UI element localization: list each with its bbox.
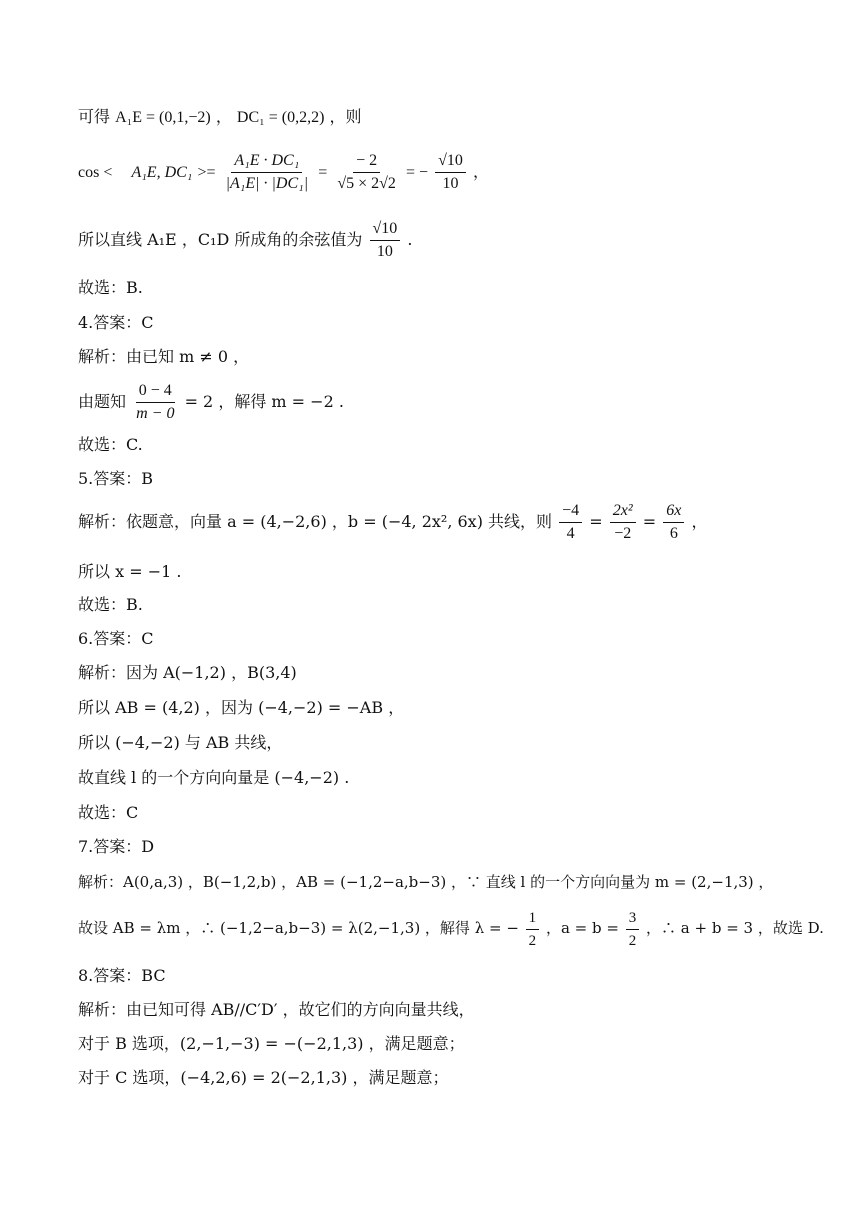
cos-formula-line: cos < A₁E, DC₁ >= $\frac{\text{A₁E · DC₁}}{\text{|A₁E| · |DC₁|}}$ = $\frac{- 2}{√5 \times 2√2}$ = − $\frac{√10}{10}$ ，: [78, 150, 489, 195]
cos-value-fraction: $\frac{- 2}{√5 \times 2√2}$: [337, 152, 396, 192]
q8-answer: 8.答案：BC: [78, 966, 166, 985]
q4-answer: 4.答案：C: [78, 313, 154, 332]
q7-answer: 7.答案：D: [78, 837, 155, 856]
vector-a1e-expr: A₁E = (0,1,−2): [115, 109, 211, 126]
cos-eq3: = −: [406, 164, 429, 181]
q4-choice: 故选：C.: [78, 435, 143, 454]
line-1: [78, 106, 362, 129]
cos-vectors: A₁E, DC₁: [131, 164, 193, 181]
cos-eq1: >=: [197, 164, 216, 181]
q4-analysis-1: 解析：由已知 m ≠ 0 ，: [78, 347, 250, 366]
q7-analysis-2: 故设 AB = λm ，∴ (−1,2−a,b−3) = λ(2,−1,3) ，解得 λ = − $\frac{1}{2}$ ，a = b = $\frac{3}{2}$ ，∴ a + b = 3 ，故选 D.: [78, 906, 824, 952]
text-ze: ，则: [329, 107, 362, 126]
cos-fraction-numerator: A₁E · DC₁: [231, 150, 302, 173]
cos-fraction-denominator: |A₁E| · |DC₁|: [225, 175, 309, 192]
q4-slope-fraction: $\frac{0 - 4}{m - 0}$: [136, 382, 175, 422]
q3-choice: 故选：B.: [78, 278, 143, 297]
cos-eq2: =: [318, 164, 328, 181]
q8-analysis-1: 解析：由已知可得 AB//C′D′ ，故它们的方向向量共线，: [78, 1000, 475, 1019]
q5-fraction-2: $\frac{\text{2x²}}{-2}$: [610, 500, 636, 545]
q6-answer: 6.答案：C: [78, 629, 154, 648]
q4-analysis-2: 由题知 $\frac{0 - 4}{m - 0}$ = 2 ，解得 m = −2 .: [78, 380, 344, 425]
q7-ab-fraction: $\frac{3}{2}$: [626, 907, 640, 952]
q5-answer: 5.答案：B: [78, 469, 154, 488]
q8-option-c: 对于 C 选项，(−4,2,6) = 2(−2,1,3) ，满足题意；: [78, 1068, 449, 1087]
angle-conclusion-line: 所以直线 A₁E ，C₁D 所成角的余弦值为 $\frac{√10}{10}$ .: [78, 218, 412, 263]
q6-analysis-3: 所以 (−4,−2) 与 AB 共线，: [78, 733, 283, 752]
comma: ，: [215, 107, 232, 126]
q5-choice: 故选：B.: [78, 595, 143, 614]
q7-lambda-fraction: $\frac{1}{2}$: [526, 907, 540, 952]
q6-analysis-1: 解析：因为 A(−1,2) ，B(3,4): [78, 663, 297, 682]
q5-analysis-1: 解析：依题意，向量 a = (4,−2,6) ，b = (−4, 2x², 6x) 共线，则 $\frac{-4}{4}$ = $\frac{\text{2x²}}{-2}$ = $\frac{6x}{6}$ ，: [78, 500, 707, 545]
q5-fraction-1: $\frac{-4}{4}$: [559, 500, 582, 545]
q5-analysis-2: 所以 x = −1 .: [78, 562, 182, 581]
cos-fraction: [223, 150, 312, 195]
q6-choice: 故选：C: [78, 803, 139, 822]
vector-dc1-expr: DC₁ = (0,2,2): [236, 109, 325, 126]
angle-conclusion-text: 所以直线 A₁E ，C₁D 所成角的余弦值为: [78, 230, 363, 249]
q6-analysis-2: 所以 AB = (4,2) ，因为 (−4,−2) = −AB ，: [78, 698, 405, 717]
q7-analysis-1: 解析：A(0,a,3) ，B(−1,2,b) ，AB = (−1,2−a,b−3) ，∵ 直线 l 的一个方向向量为 m = (2,−1,3) ，: [78, 873, 774, 891]
cos-result-fraction: $\frac{√10}{10}$: [435, 150, 466, 195]
q6-analysis-4: 故直线 l 的一个方向向量是 (−4,−2) .: [78, 768, 350, 787]
q8-option-b: 对于 B 选项，(2,−1,−3) = −(−2,1,3) ，满足题意；: [78, 1034, 465, 1053]
q5-fraction-3: $\frac{6x}{6}$: [663, 500, 684, 545]
text-kede: 可得: [78, 107, 111, 126]
cos-label: cos <: [78, 164, 113, 181]
angle-value-fraction: $\frac{√10}{10}$: [370, 218, 401, 263]
